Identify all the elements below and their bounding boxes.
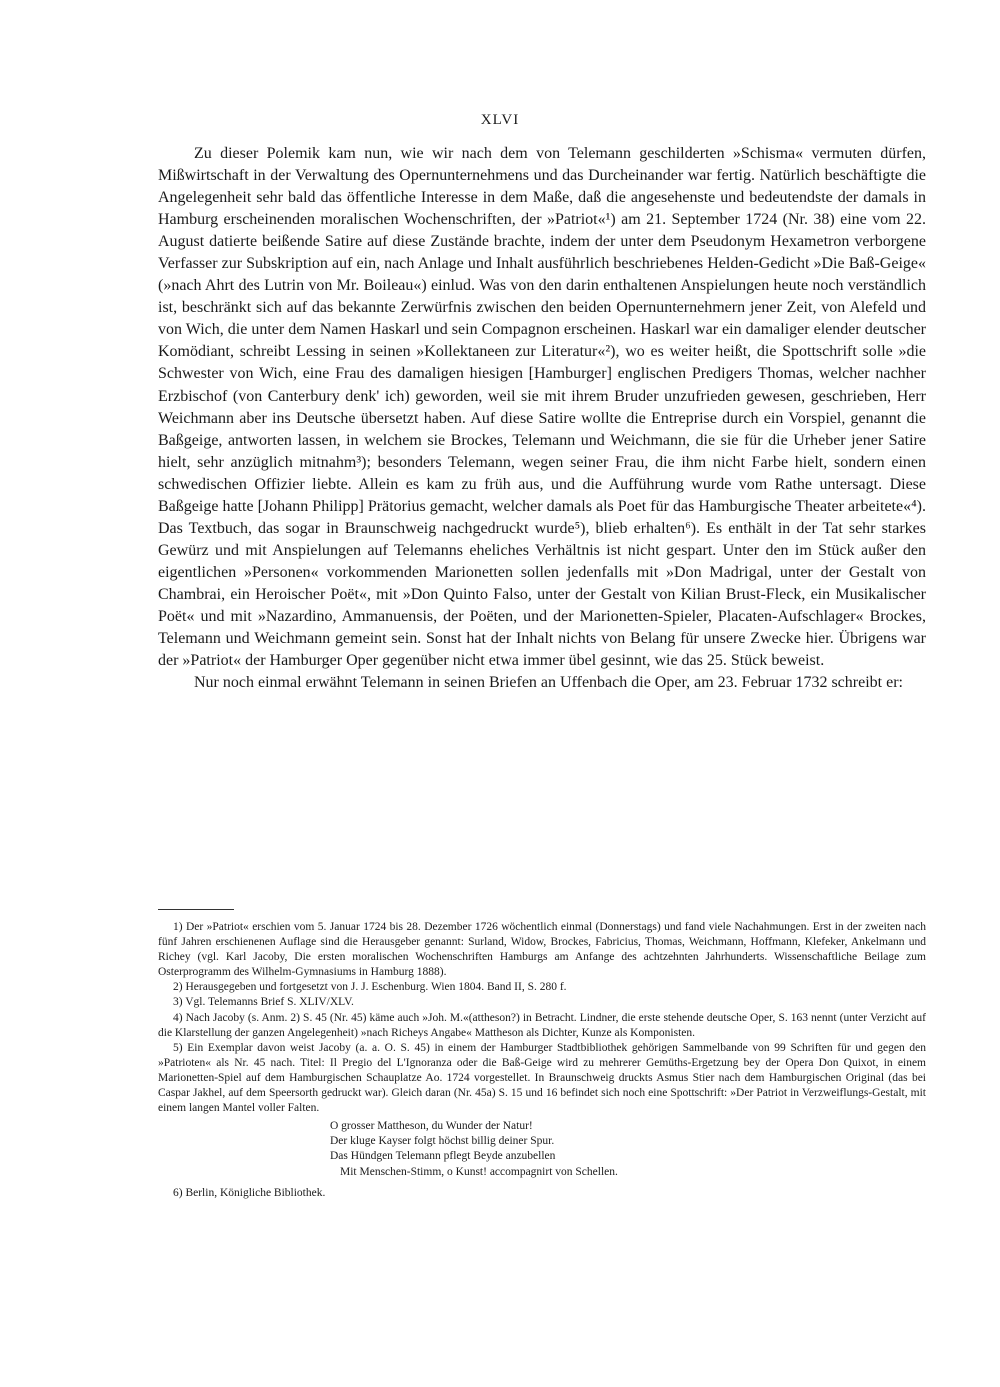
footnote-separator (158, 909, 234, 910)
footnote-6: 6) Berlin, Königliche Bibliothek. (173, 1186, 326, 1199)
paragraph: Zu dieser Polemik kam nun, wie wir nach dem von Telemann geschilderten »Schisma« vermuten dürfen, Mißwirtschaft in der Verwaltung des Opernunternehmens und das Durcheinander war fertig. Natürlich beschäftigte die Angelegenheit sehr bald das öffentliche Interesse in dem Maße, daß die angesehenste und bedeutendste der damals in Hamburg erscheinenden moralischen Wochenschriften, der »Patriot«¹) am 21. September 1724 (Nr. 38) eine vom 22. August datierte beißende Satire auf diese Zustände brachte, indem der unter dem Pseudonym Hexametron verborgene Verfasser zur Subskription auf ein, nach Anlage und Inhalt ausführlich beschriebenes Helden-Gedicht »Die Baß-Geige« (»nach Ahrt des Lutrin von Mr. Boileau«) einlud. Was von den darin enthaltenen Anspielungen heute noch verständlich ist, beschränkt sich auf das bekannte Zerwürfnis zwischen den beiden Opernunternehmern jener Zeit, von Alefeld und von Wich, die unter dem Namen Haskarl und sein Compagnon erscheinen. Haskarl war ein damaliger elender deutscher Komödiant, schreibt Lessing in seinen »Kollektaneen zur Literatur«²), wo es weiter heißt, die Spottschrift solle »die Schwester von Wich, eine Frau des damaligen hiesigen [Hamburger] englischen Predigers Thomas, welcher nachher Erzbischof (von Canterbury denk' ich) geworden, weil sie mit ihrem Bruder unzufrieden gewesen, geschrieben, Herr Weichmann aber ins Deutsche übersetzt haben. Auf diese Satire wollte die Entreprise durch ein Vorspiel, genannt die Baßgeige, antworten lassen, in welchem sie Brockes, Telemann und Weichmann, die sie für die Urheber jener Satire hielt, sehr anzüglich mitnahm³); besonders Telemann, wegen seiner Frau, die ihm nicht Farbe hielt, sondern einen schwedischen Offizier liebte. Allein es kam zu früh aus, und die Aufführung wurde vom Rathe untersagt. Diese Baßgeige hatte [Johann Philipp] Prätorius gemacht, welcher damals als Poet für das Hamburgische Theater arbeitete«⁴). Das Textbuch, das sogar in Braunschweig nachgedruckt wurde⁵), blieb erhalten⁶). Es enthält in der Tat sehr starkes Gewürz und mit Anspielungen auf Telemanns eheliches Verhältnis ist nicht gespart. Unter den im Stück außer den eigentlichen »Personen« vorkommenden Marionetten sollen jedenfalls mit »Don Madrigal, unter der Gestalt von Chambrai, ein Heroischer Poët«, mit »Don Quinto Falso, unter der Gestalt von Kilian Brust-Fleck, ein Musikalischer Poët« und mit »Nazardino, Ammanuensis, der Poëten, und der Marionetten-Spieler, Placaten-Aufschlager« Brockes, Telemann und Weichmann gemeint sein. Sonst hat der Inhalt nichts von Belang für unsere Zwecke hier. Übrigens war der »Patriot« der Hamburger Oper gegenüber nicht etwa immer übel gesinnt, wie das 25. Stück beweist. (158, 145, 926, 670)
footnote-poem (330, 1119, 926, 1179)
poem-line: Das Hündgen Telemann pflegt Beyde anzubellen (330, 1150, 556, 1163)
footnote-4: 4) Nach Jacoby (s. Anm. 2) S. 45 (Nr. 45) käme auch »Joh. M.«(attheson?) in Betracht. Lindner, die erste stehende deutsche Oper, S. 163 nennt (unter Verzicht auf die Klarstellung der ganzen Angelegenheit) »nach Richeys Angabe« Mattheson als Dichter, Kunze als Komponisten. (158, 1011, 926, 1039)
footnote-1: 1) Der »Patriot« erschien vom 5. Januar 1724 bis 28. Dezember 1726 wöchentlich einmal (Donnerstags) und fand viele Nachahmungen. Erst in der zweiten nach fünf Jahren erschienenen Auflage sind die Herausgeber genannt: Surland, Widow, Brockes, Fabricius, Thomas, Weichmann, Hoffmann, Klefeker, Ankelmann und Richey (vgl. Karl Jacoby, Die ersten moralischen Wochenschriften Hamburgs am Anfange des achtzehnten Jahrhunderts. Wissenschaftliche Beilage zum Osterprogramm des Wilhelm-Gymnasiums in Hamburg 1888). (158, 921, 926, 979)
poem-line: Der kluge Kayser folgt höchst billig deiner Spur. (330, 1135, 555, 1148)
footnote-5: 5) Ein Exemplar davon weist Jacoby (a. a. O. S. 45) in einem der Hamburger Stadtbibliothek gehörigen Sammelbande von 99 Schriften für und gegen den »Patrioten« als Nr. 45 nach. Titel: Il Pregio del L'Ignoranza oder die Baß-Geige wird zu mehrerer Gemüths-Ergetzung bey der Opera Don Quixot, in einem Marionetten-Spiel auf dem Hamburgischen Schauplatze Ao. 1724 vorgestellet. In Braunschweig druckts Asmus Stier nach dem Hamburgischen Original (das bei Caspar Jakhel, auf dem Speersorth gedruckt war). Gleich daran (Nr. 45a) S. 15 und 16 befindet sich noch eine Spottschrift: »Der Patriot in Verzweiflungs-Gestalt, mit einem langen Mantel voller Falten. (158, 1041, 926, 1115)
footnote-3: 3) Vgl. Telemanns Brief S. XLIV/XLV. (173, 996, 354, 1009)
footnotes (158, 920, 926, 1201)
paragraph: Nur noch einmal erwähnt Telemann in seinen Briefen an Uffenbach die Oper, am 23. Februar 1732 schreibt er: (194, 674, 903, 692)
poem-line: O grosser Mattheson, du Wunder der Natur! (330, 1120, 533, 1133)
main-text (158, 143, 926, 694)
page-number: XLVI (480, 112, 520, 128)
poem-line: Mit Menschen-Stimm, o Kunst! accompagnirt von Schellen. (340, 1165, 618, 1178)
footnote-2: 2) Herausgegeben und fortgesetzt von J. J. Eschenburg. Wien 1804. Band II, S. 280 f. (173, 981, 567, 994)
